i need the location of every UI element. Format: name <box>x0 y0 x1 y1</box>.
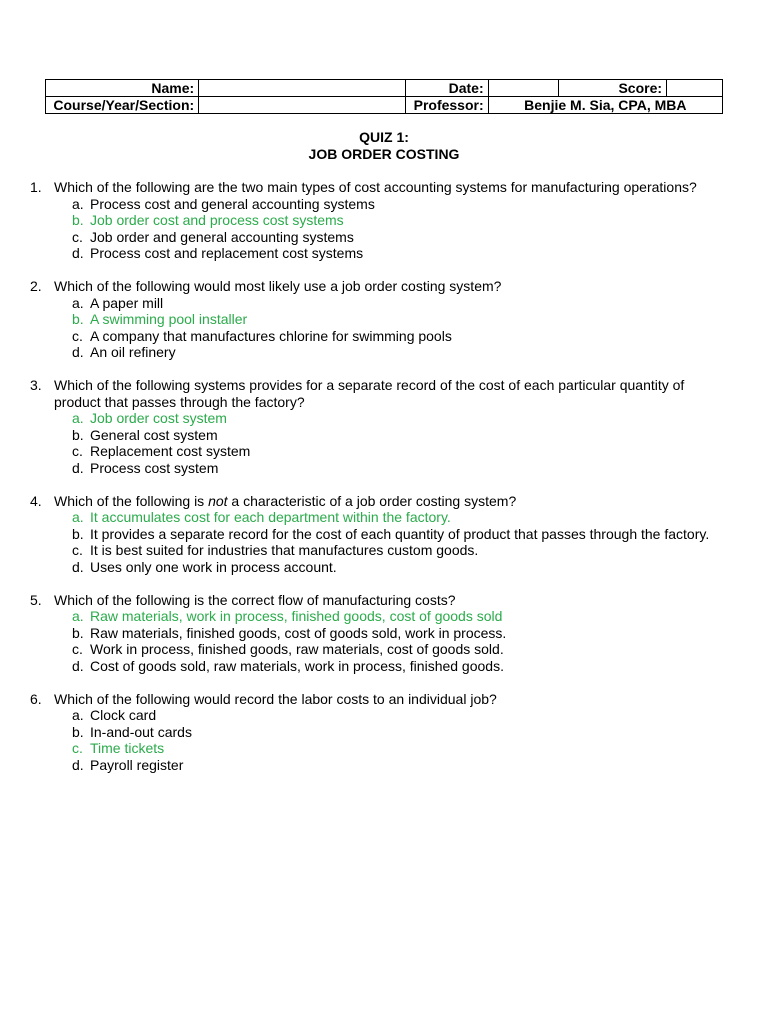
option-list <box>30 295 730 361</box>
option-a-correct[interactable] <box>30 608 730 625</box>
option-d[interactable] <box>30 658 730 675</box>
option-list <box>30 707 730 773</box>
option-c[interactable] <box>30 328 730 345</box>
option-letter: a. <box>72 707 84 723</box>
option-letter: d. <box>72 756 84 773</box>
option-letter: a. <box>72 294 84 311</box>
option-letter: d. <box>72 459 84 476</box>
score-field[interactable] <box>667 80 723 97</box>
question-number: 2. <box>30 278 42 294</box>
option-list <box>30 410 730 476</box>
question-stem <box>30 592 730 609</box>
option-list <box>30 509 730 575</box>
option-d[interactable] <box>30 559 730 576</box>
option-letter: a. <box>72 608 84 624</box>
option-a[interactable] <box>30 196 730 213</box>
option-a[interactable] <box>30 295 730 312</box>
professor-value: Benjie M. Sia, CPA, MBA <box>488 97 722 114</box>
option-c[interactable] <box>30 229 730 246</box>
option-letter: c. <box>72 542 83 558</box>
option-b[interactable] <box>30 526 730 543</box>
quiz-subtitle: JOB ORDER COSTING <box>308 146 460 162</box>
option-text: Replacement cost system <box>90 443 251 459</box>
question-number: 6. <box>30 690 42 707</box>
option-text: In-and-out cards <box>90 723 192 740</box>
course-field[interactable] <box>199 97 406 114</box>
option-b-correct[interactable] <box>30 212 730 229</box>
option-letter: b. <box>72 311 84 327</box>
info-row-2 <box>46 97 723 114</box>
question-number: 5. <box>30 591 42 608</box>
option-letter: b. <box>72 624 84 641</box>
option-letter: c. <box>72 740 83 756</box>
question-stem <box>30 278 730 295</box>
option-text: Process cost system <box>90 459 219 476</box>
option-text: A swimming pool installer <box>90 311 248 327</box>
question-1 <box>30 179 730 262</box>
date-label: Date: <box>406 80 488 97</box>
option-text: Work in process, finished goods, raw materials, cost of goods sold. <box>90 641 504 657</box>
question-text: Which of the following systems provides for a separate record of the cost of each particular quantity of product that passes through the factory? <box>54 377 685 410</box>
option-letter: d. <box>72 558 84 575</box>
question-text: Which of the following is the correct flow of manufacturing costs? <box>54 591 456 608</box>
info-row-1 <box>46 80 723 97</box>
option-letter: c. <box>72 443 83 459</box>
question-text: Which of the following would record the labor costs to an individual job? <box>54 690 497 707</box>
option-text: Job order and general accounting systems <box>90 228 354 245</box>
question-list <box>30 179 730 790</box>
option-text: Job order cost system <box>90 410 227 426</box>
option-a[interactable] <box>30 707 730 724</box>
option-text: Clock card <box>90 707 157 723</box>
option-text: A paper mill <box>90 294 164 311</box>
option-b[interactable] <box>30 724 730 741</box>
question-5 <box>30 592 730 675</box>
question-stem <box>30 691 730 708</box>
option-d[interactable] <box>30 460 730 477</box>
option-text: It is best suited for industries that manufactures custom goods. <box>90 542 479 558</box>
option-c-correct[interactable] <box>30 740 730 757</box>
question-number: 3. <box>30 377 42 393</box>
option-d[interactable] <box>30 344 730 361</box>
option-c[interactable] <box>30 443 730 460</box>
option-text: Raw materials, finished goods, cost of goods sold, work in process. <box>90 624 507 641</box>
option-b-correct[interactable] <box>30 311 730 328</box>
question-2 <box>30 278 730 361</box>
option-text: Process cost and general accounting systems <box>90 195 375 212</box>
option-text: Process cost and replacement cost systems <box>90 245 364 261</box>
question-text: Which of the following would most likely use a job order costing system? <box>54 278 502 294</box>
option-text: General cost system <box>90 426 218 443</box>
question-number: 4. <box>30 492 42 509</box>
question-number: 1. <box>30 179 42 195</box>
option-list <box>30 608 730 674</box>
option-letter: b. <box>72 525 84 542</box>
option-letter: b. <box>72 426 84 443</box>
question-text-emphasis: not <box>208 492 228 509</box>
option-a-correct[interactable] <box>30 509 730 526</box>
option-a-correct[interactable] <box>30 410 730 427</box>
name-field[interactable] <box>199 80 406 97</box>
course-label: Course/Year/Section: <box>46 97 199 114</box>
option-letter: a. <box>72 195 84 212</box>
option-c[interactable] <box>30 542 730 559</box>
option-text: Uses only one work in process account. <box>90 558 337 575</box>
question-stem <box>30 493 730 510</box>
option-letter: c. <box>72 641 83 657</box>
option-list <box>30 196 730 262</box>
option-text: Job order cost and process cost systems <box>90 212 344 228</box>
option-d[interactable] <box>30 245 730 262</box>
option-d[interactable] <box>30 757 730 774</box>
quiz-title: QUIZ 1: <box>359 129 409 145</box>
option-letter: c. <box>72 228 83 245</box>
option-text: Time tickets <box>90 740 165 756</box>
score-label: Score: <box>559 80 667 97</box>
student-info-table <box>45 79 723 114</box>
option-text: It accumulates cost for each department within the factory. <box>90 509 451 525</box>
option-letter: b. <box>72 212 84 228</box>
option-text: A company that manufactures chlorine for swimming pools <box>90 327 452 344</box>
option-letter: a. <box>72 410 84 426</box>
question-4 <box>30 493 730 576</box>
professor-label: Professor: <box>406 97 488 114</box>
question-3 <box>30 377 730 476</box>
question-stem <box>30 377 730 410</box>
question-stem <box>30 179 730 196</box>
option-text: Payroll register <box>90 756 184 773</box>
option-text: Cost of goods sold, raw materials, work in process, finished goods. <box>90 657 504 674</box>
question-text-before: Which of the following is <box>54 492 209 509</box>
date-field[interactable] <box>488 80 558 97</box>
option-letter: c. <box>72 327 83 344</box>
option-letter: d. <box>72 245 84 261</box>
option-letter: d. <box>72 657 84 674</box>
option-letter: b. <box>72 723 84 740</box>
option-text: Raw materials, work in process, finished goods, cost of goods sold <box>90 608 503 624</box>
option-c[interactable] <box>30 641 730 658</box>
option-letter: d. <box>72 344 84 360</box>
option-text: It provides a separate record for the cost of each quantity of product that passes through the factory. <box>90 525 710 542</box>
option-text: An oil refinery <box>90 344 176 360</box>
option-b[interactable] <box>30 427 730 444</box>
option-letter: a. <box>72 509 84 525</box>
question-6 <box>30 691 730 774</box>
question-text: Which of the following are the two main types of cost accounting systems for manufacturing operations? <box>54 179 697 195</box>
question-text-after: a characteristic of a job order costing system? <box>227 492 517 509</box>
name-label: Name: <box>46 80 199 97</box>
option-b[interactable] <box>30 625 730 642</box>
